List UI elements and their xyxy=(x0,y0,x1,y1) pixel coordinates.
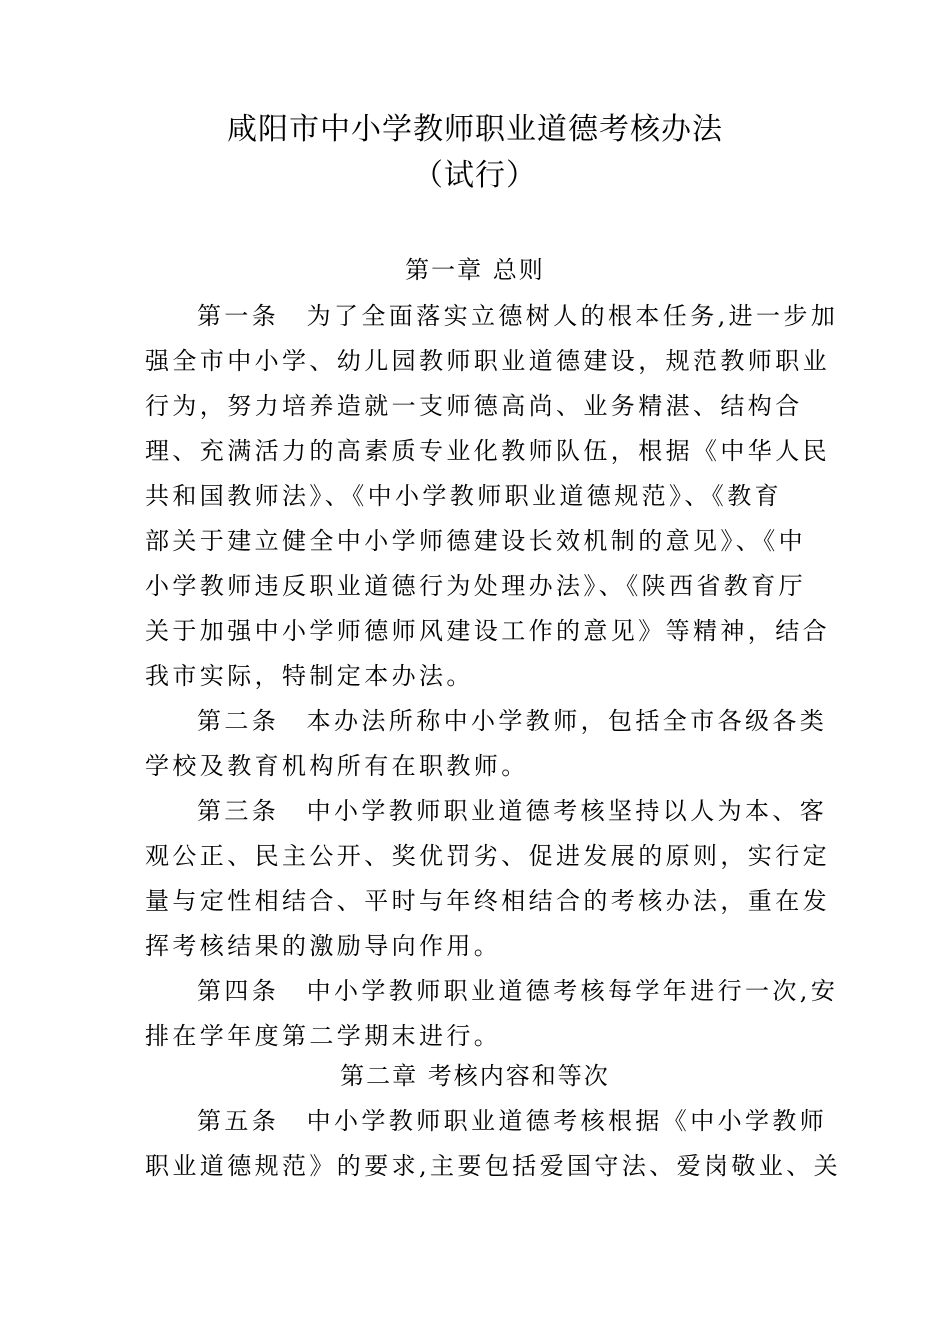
paragraph-line: 行为，努力培养造就一支师德高尚、业务精湛、结构合 xyxy=(145,392,803,420)
paragraph-line: 挥考核结果的激励导向作用。 xyxy=(145,932,502,960)
paragraph-line: 量与定性相结合、平时与年终相结合的考核办法，重在发 xyxy=(145,887,830,915)
paragraph-line: 职业道德规范》的要求,主要包括爱国守法、爱岗敬业、关 xyxy=(145,1152,842,1180)
paragraph-line: 部关于建立健全中小学师德建设长效机制的意见》、《中 xyxy=(145,527,806,555)
paragraph-line: 小学教师违反职业道德行为处理办法》、《陕西省教育厅 xyxy=(145,572,806,600)
paragraph-line: 学校及教育机构所有在职教师。 xyxy=(145,752,529,780)
paragraph-line: 第一条 为了全面落实立德树人的根本任务,进一步加 xyxy=(197,302,839,330)
paragraph-line: 第五条 中小学教师职业道德考核根据《中小学教师 xyxy=(197,1107,828,1135)
paragraph-line: 排在学年度第二学期末进行。 xyxy=(145,1022,502,1050)
paragraph-line: 共和国教师法》、《中小学教师职业道德规范》、《教育 xyxy=(145,482,782,510)
paragraph-line: 关于加强中小学师德师风建设工作的意见》等精神，结合 xyxy=(145,617,830,645)
paragraph-line: 我市实际，特制定本办法。 xyxy=(145,662,474,690)
document-subtitle: （试行） xyxy=(413,158,537,193)
paragraph-line: 理、充满活力的高素质专业化教师队伍，根据《中华人民 xyxy=(145,437,830,465)
document-title: 咸阳市中小学教师职业道德考核办法 xyxy=(227,112,723,147)
paragraph-line: 观公正、民主公开、奖优罚劣、促进发展的原则，实行定 xyxy=(145,842,830,870)
paragraph-line: 第四条 中小学教师职业道德考核每学年进行一次,安 xyxy=(197,977,839,1005)
chapter-heading: 第一章 总则 xyxy=(405,256,545,284)
paragraph-line: 强全市中小学、幼儿园教师职业道德建设，规范教师职业 xyxy=(145,347,830,375)
chapter-heading: 第二章 考核内容和等次 xyxy=(340,1062,610,1090)
paragraph-line: 第三条 中小学教师职业道德考核坚持以人为本、客 xyxy=(197,797,828,825)
paragraph-line: 第二条 本办法所称中小学教师，包括全市各级各类 xyxy=(197,707,828,735)
